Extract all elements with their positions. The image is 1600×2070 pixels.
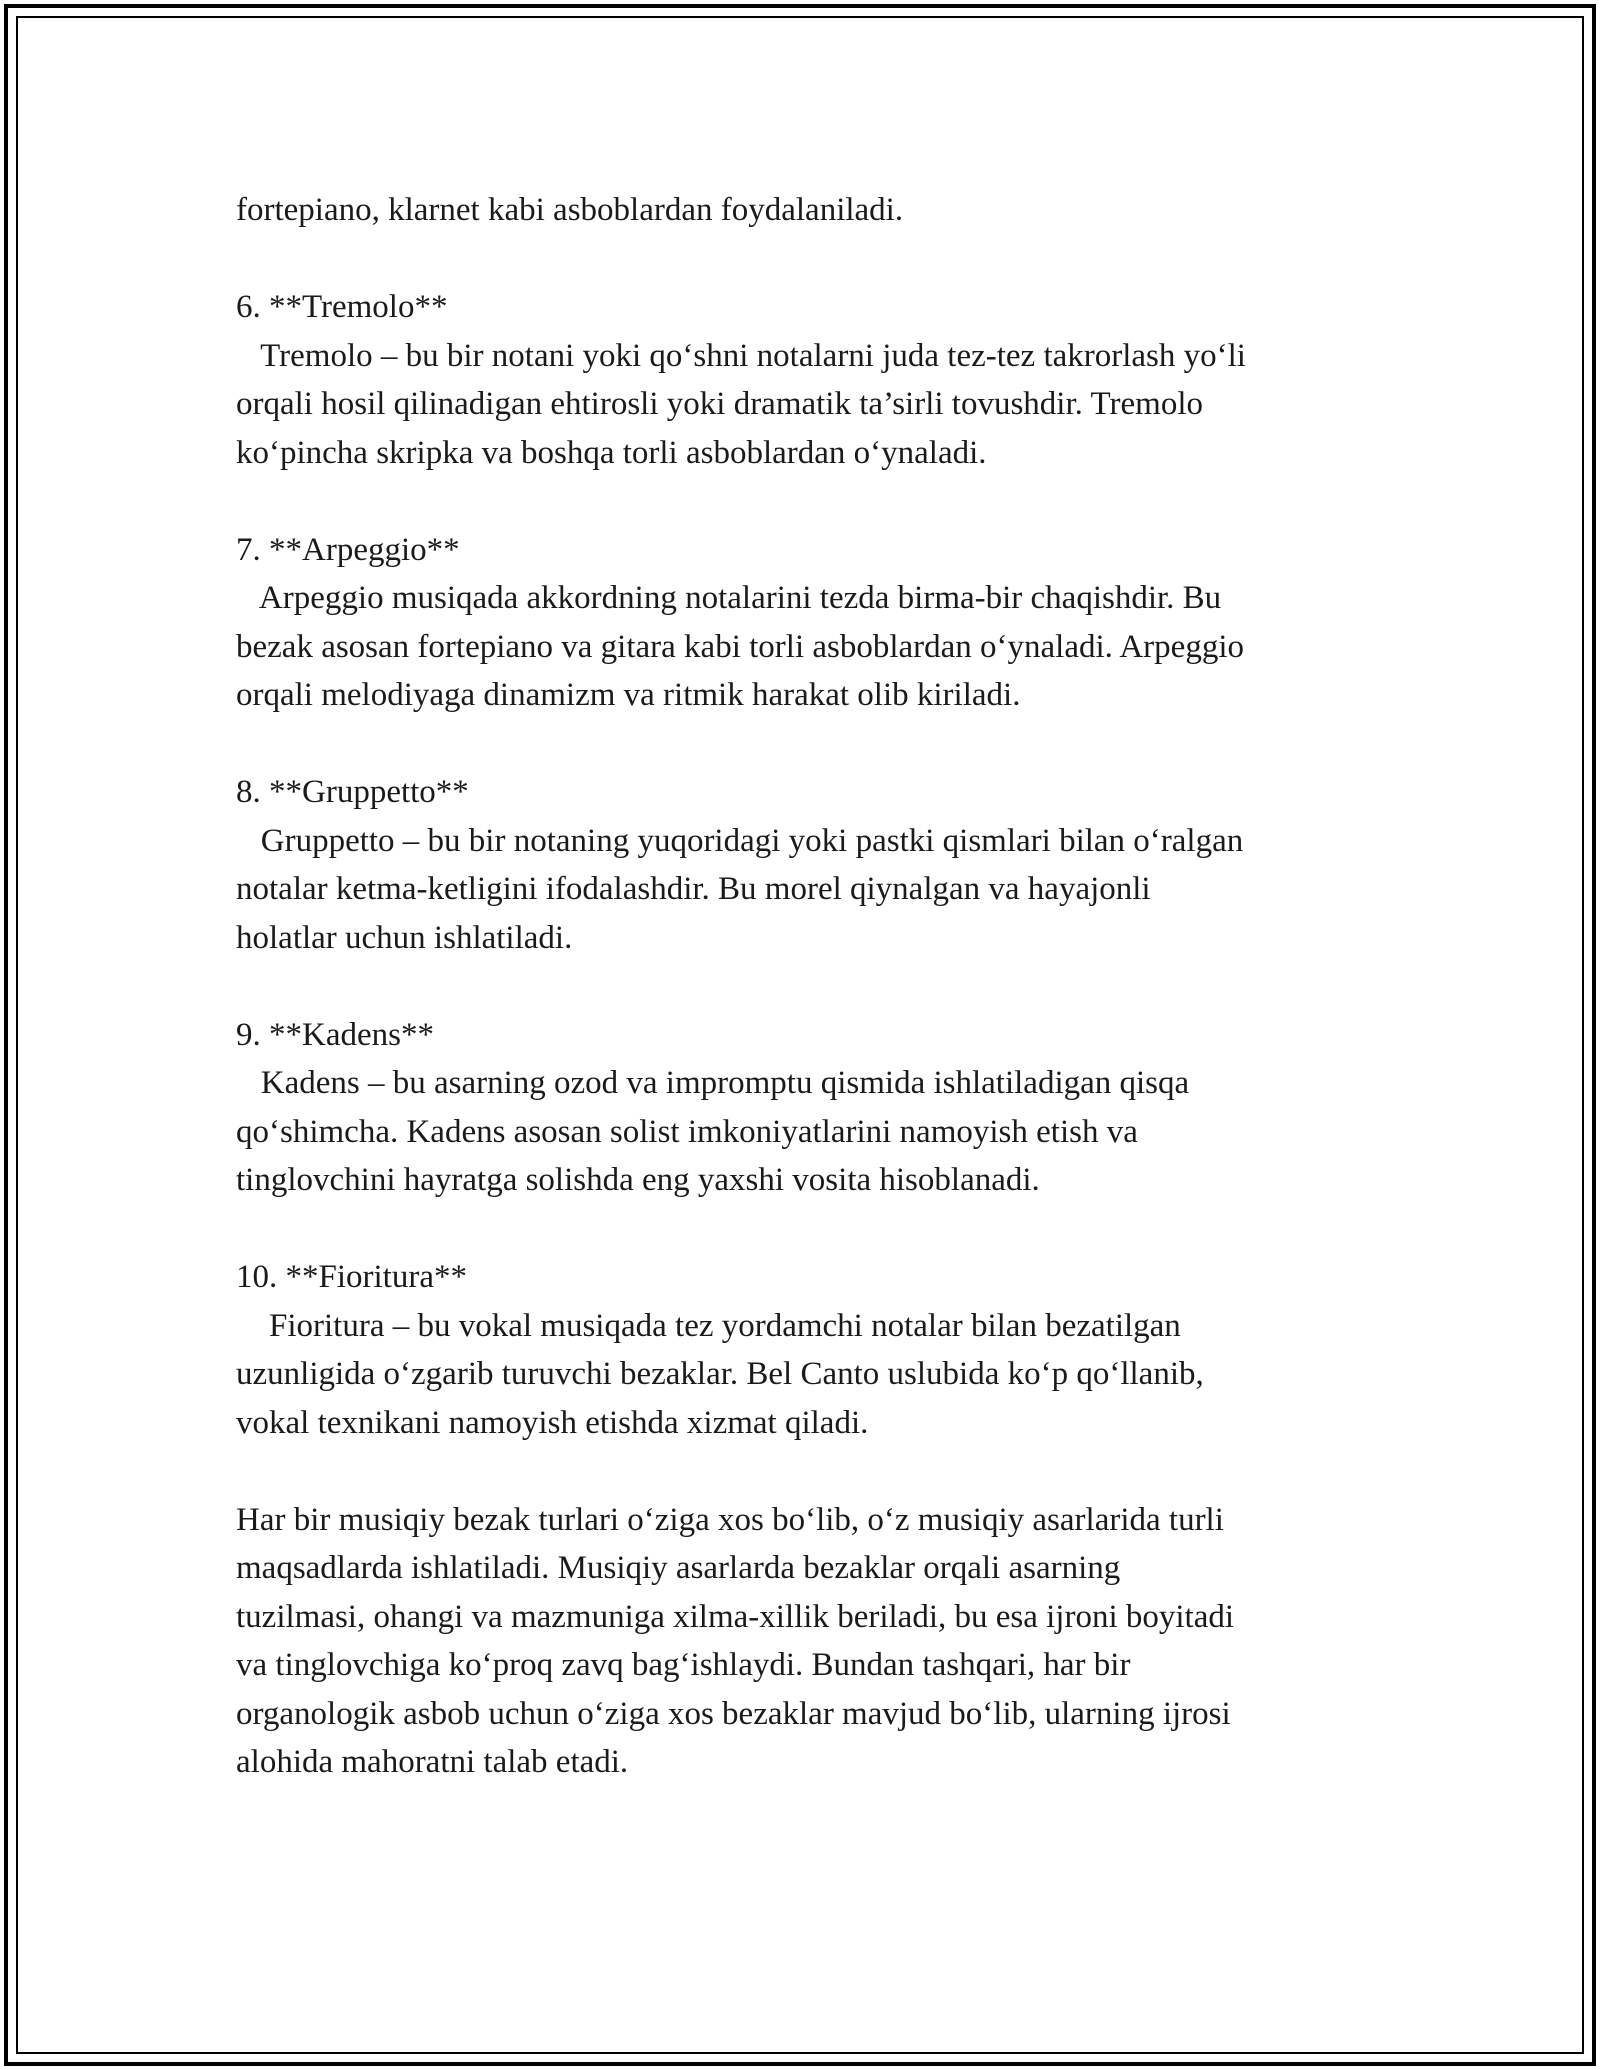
section-arpeggio	[236, 526, 1386, 720]
conclusion-line: va tinglovchiga ko‘proq zavq bag‘ishlaydi. Bundan tashqari, har bir	[236, 1647, 1131, 1683]
section-line: tinglovchini hayratga solishda eng yaxshi vosita hisoblanadi.	[236, 1162, 1040, 1198]
section-line: Arpeggio musiqada akkordning notalarini tezda birma-bir chaqishdir. Bu	[236, 580, 1222, 616]
spacer	[236, 235, 1386, 284]
section-line: Kadens – bu asarning ozod va impromptu qismida ishlatiladigan qisqa	[236, 1065, 1190, 1101]
section-heading: 7. **Arpeggio**	[236, 531, 460, 568]
spacer	[236, 1205, 1386, 1254]
spacer	[236, 962, 1386, 1011]
section-line: vokal texnikani namoyish etishda xizmat qiladi.	[236, 1404, 869, 1441]
section-heading: 10. **Fioritura**	[236, 1259, 467, 1295]
section-line: Gruppetto – bu bir notaning yuqoridagi yoki pastki qismlari bilan o‘ralgan	[236, 822, 1244, 859]
conclusion-line: tuzilmasi, ohangi va mazmuniga xilma-xillik beriladi, bu esa ijroni boyitadi	[236, 1598, 1235, 1635]
section-kadens	[236, 1011, 1386, 1205]
section-line: ko‘pincha skripka va boshqa torli asboblardan o‘ynaladi.	[236, 434, 987, 471]
section-heading: 8. **Gruppetto**	[236, 774, 469, 810]
section-line: orqali melodiyaga dinamizm va ritmik harakat olib kiriladi.	[236, 677, 1021, 713]
conclusion-line: Har bir musiqiy bezak turlari o‘ziga xos bo‘lib, o‘z musiqiy asarlarida turli	[236, 1501, 1224, 1538]
section-heading: 9. **Kadens**	[236, 1016, 434, 1053]
section-line: qo‘shimcha. Kadens asosan solist imkoniyatlarini namoyish etish va	[236, 1113, 1138, 1150]
conclusion-line: maqsadlarda ishlatiladi. Musiqiy asarlarda bezaklar orqali asarning	[236, 1550, 1121, 1586]
spacer	[236, 477, 1386, 526]
section-tremolo	[236, 283, 1386, 477]
section-line: orqali hosil qilinadigan ehtirosli yoki dramatik ta’sirli tovushdir. Tremolo	[236, 386, 1204, 422]
conclusion-paragraph	[236, 1496, 1386, 1787]
section-line: uzunligida o‘zgarib turuvchi bezaklar. Bel Canto uslubida ko‘p qo‘llanib,	[236, 1356, 1204, 1392]
conclusion-line: organologik asbob uchun o‘ziga xos bezaklar mavjud bo‘lib, ularning ijrosi	[236, 1695, 1231, 1732]
section-line: bezak asosan fortepiano va gitara kabi torli asboblardan o‘ynaladi. Arpeggio	[236, 628, 1244, 665]
section-heading: 6. **Tremolo**	[236, 289, 448, 325]
section-line: Fioritura – bu vokal musiqada tez yordamchi notalar bilan bezatilgan	[236, 1307, 1181, 1344]
document-body	[236, 186, 1386, 1787]
section-fioritura	[236, 1253, 1386, 1447]
section-line: Tremolo – bu bir notani yoki qo‘shni notalarni juda tez-tez takrorlash yo‘li	[236, 337, 1246, 374]
intro-tail-line: fortepiano, klarnet kabi asboblardan foydalaniladi.	[236, 192, 904, 228]
section-line: holatlar uchun ishlatiladi.	[236, 919, 573, 956]
spacer	[236, 1447, 1386, 1496]
conclusion-line: alohida mahoratni talab etadi.	[236, 1744, 629, 1780]
section-line: notalar ketma-ketligini ifodalashdir. Bu morel qiynalgan va hayajonli	[236, 871, 1151, 907]
spacer	[236, 720, 1386, 769]
section-gruppetto	[236, 768, 1386, 962]
